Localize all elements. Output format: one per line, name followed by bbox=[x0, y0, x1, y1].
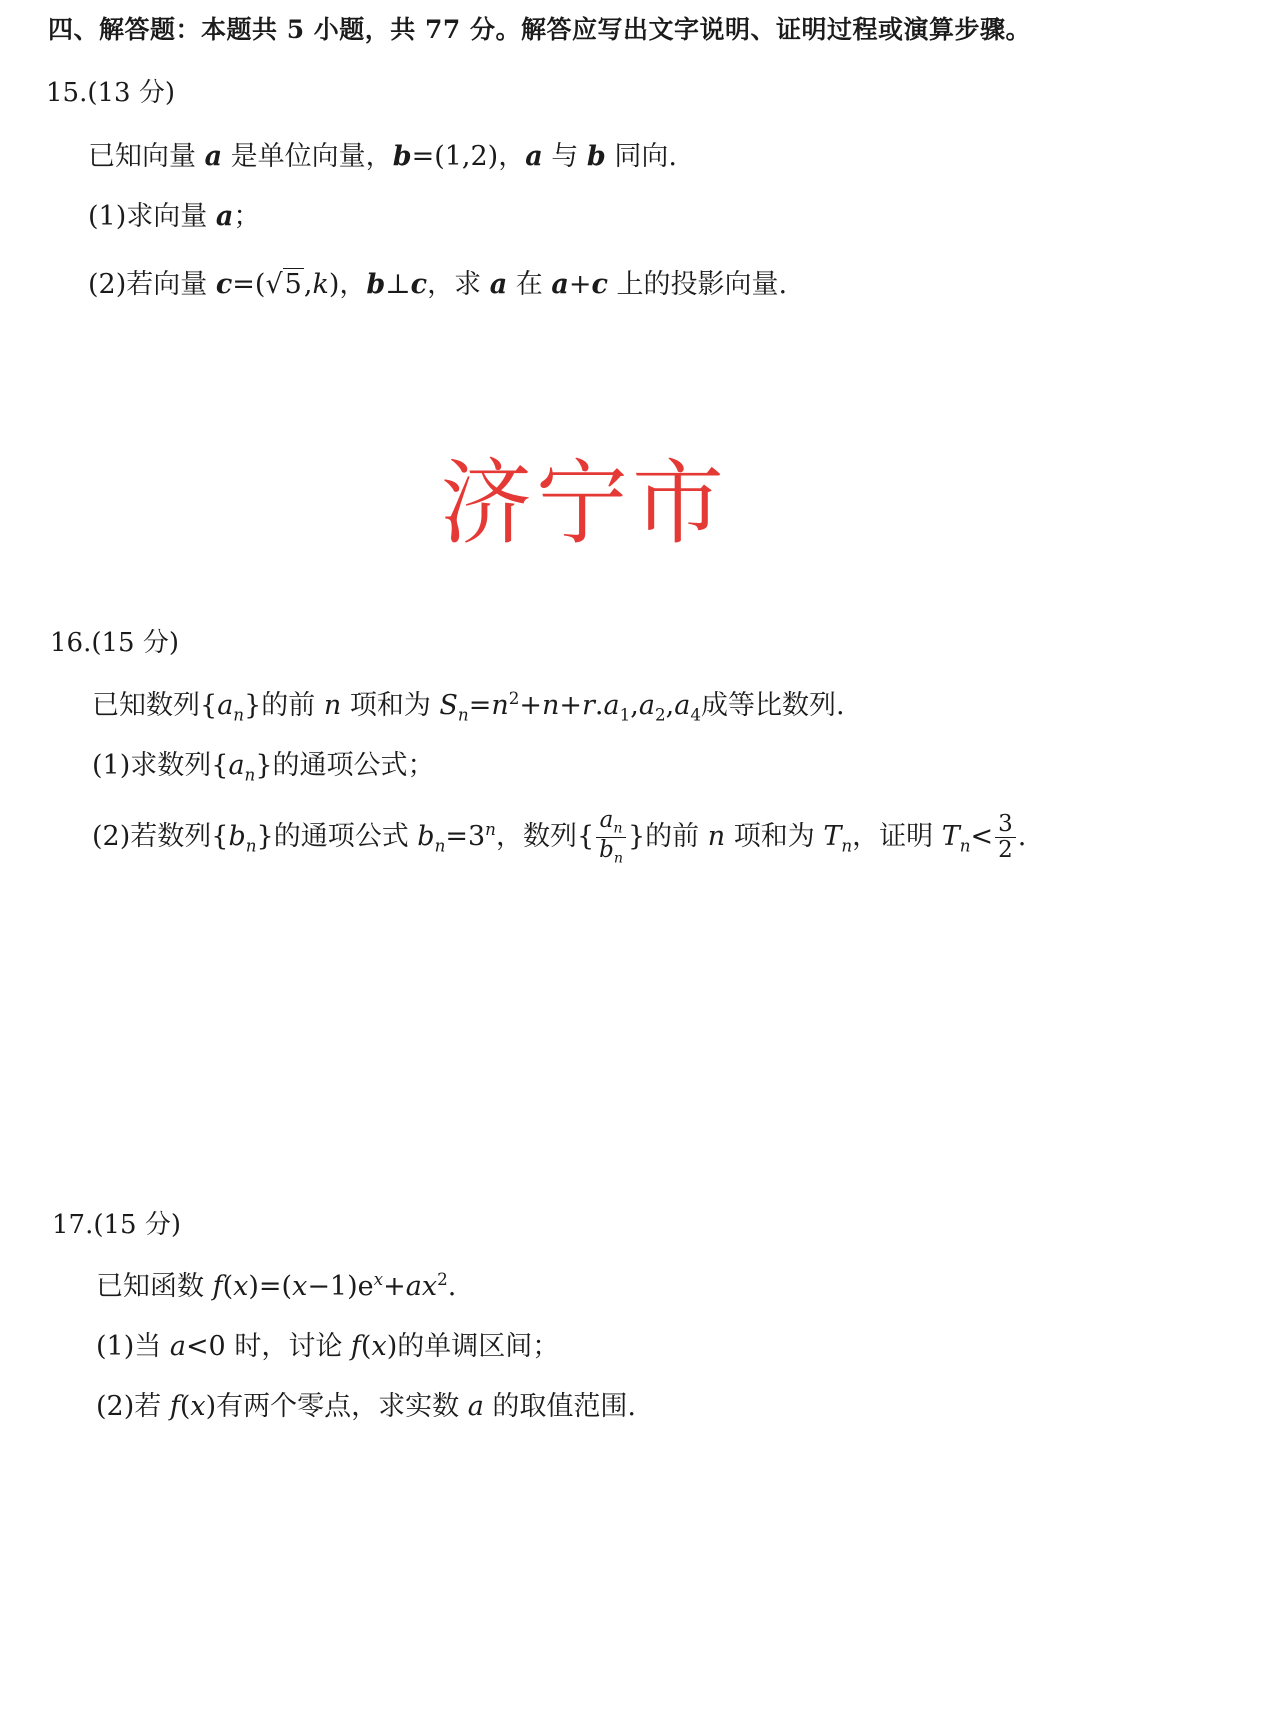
section-header: 四、解答题：本题共 5 小题，共 77 分。解答应写出文字说明、证明过程或演算步骤。 bbox=[48, 15, 1032, 44]
question-15-number: 15.(13 分) bbox=[46, 78, 175, 108]
question-17-part-2: (2)若 f(x)有两个零点，求实数 a 的取值范围. bbox=[96, 1391, 637, 1422]
question-16-stem: 已知数列$\{a_n\}$的前 n 项和为 $S_n=n^2+n+r.a_1,a_2,a_4$成等比数列. bbox=[92, 688, 845, 725]
question-16-part-1: (1)求数列$\{a_n\}$的通项公式； bbox=[92, 750, 435, 785]
question-17-stem: 已知函数 $f(x)=(x-1)e^x+ax^2$. bbox=[96, 1269, 457, 1302]
question-17-number: 17.(15 分) bbox=[52, 1210, 181, 1240]
question-15-part-1: (1)求向量 a； bbox=[88, 201, 261, 232]
fraction-an-over-bn: $\frac{a_n}{b_n}$ bbox=[596, 808, 626, 867]
fraction-three-halves: $\frac{3}{2}$ bbox=[995, 812, 1016, 863]
question-17-part-1: (1)当 a<0 时，讨论 f(x)的单调区间； bbox=[96, 1331, 560, 1362]
question-15-part-2: (2)若向量 c=(√5,k)，b⊥c，求 a 在 a+c 上的投影向量. bbox=[88, 269, 788, 300]
question-15-stem: 已知向量 a 是单位向量，b=(1,2)，a 与 b 同向. bbox=[88, 141, 677, 172]
question-16-part-2: (2)若数列$\{b_n\}$的通项公式 $b_n=3^n$，数列{ $\frac{a_n}{b_n}$ }的前 n 项和为 $T_n$，证明 $T_n<$ $\frac{3}{2}$ . bbox=[92, 807, 1027, 867]
city-watermark: 济宁市 bbox=[440, 450, 729, 557]
question-16-number: 16.(15 分) bbox=[50, 628, 179, 658]
